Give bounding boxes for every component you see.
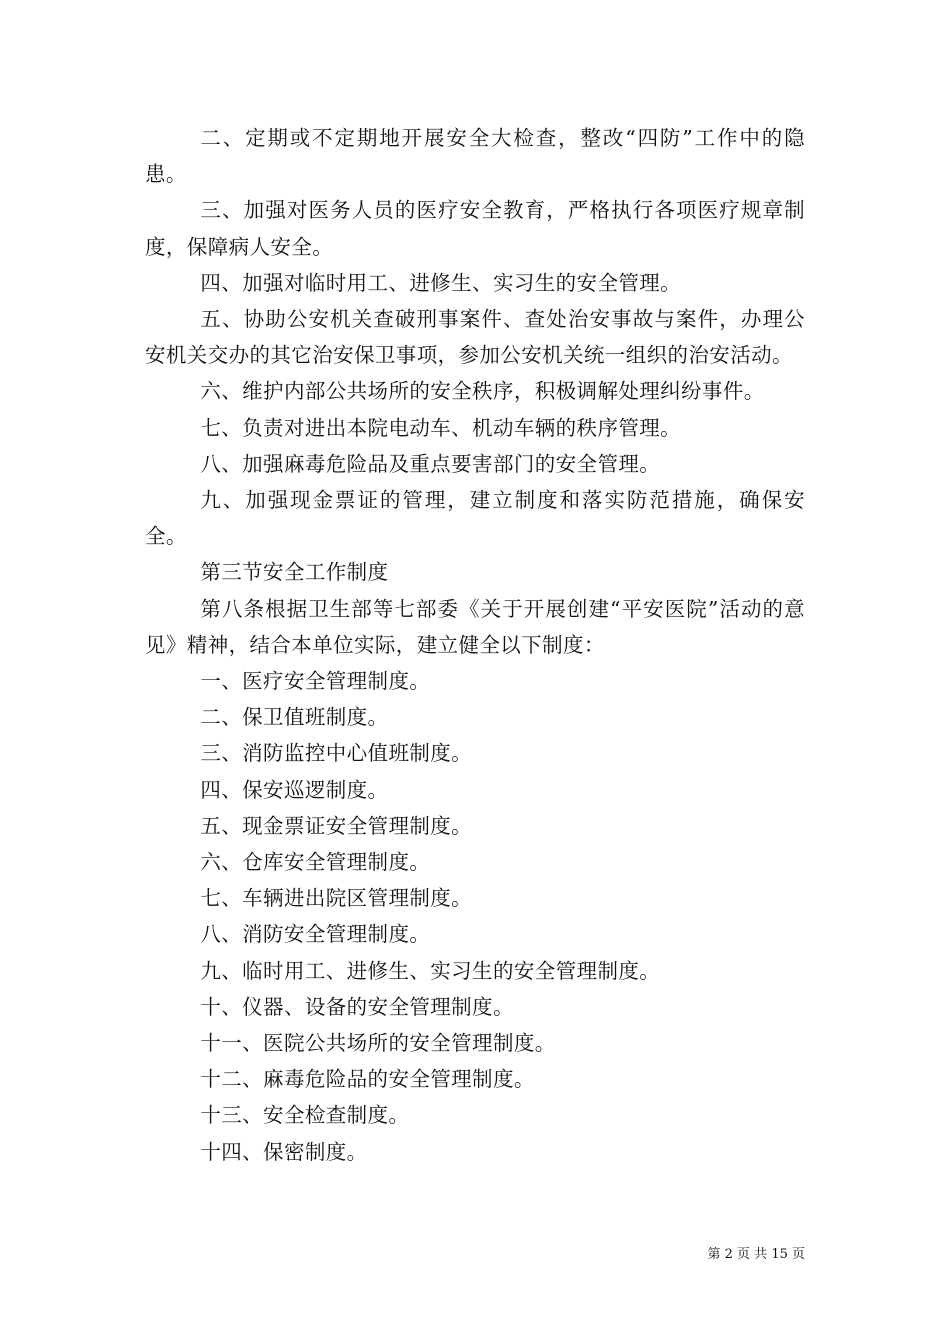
list-item: 二、保卫值班制度。 [200,705,389,730]
list-item: 十三、安全检查制度。 [200,1103,410,1128]
paragraph: 四、加强对临时用工、进修生、实习生的安全管理。 [200,270,682,295]
paragraph: 八、加强麻毒危险品及重点要害部门的安全管理。 [200,451,661,476]
article-paragraph: 第八条根据卫生部等七部委《关于开展创建“平安医院”活动的意见》精神，结合本单位实际，建立健全以下制度： [145,596,805,657]
list-item: 一、医疗安全管理制度。 [200,669,431,694]
list-item: 六、仓库安全管理制度。 [200,850,431,875]
document-body [145,120,805,1170]
paragraph: 六、维护内部公共场所的安全秩序，积极调解处理纠纷事件。 [200,379,765,404]
paragraph: 三、加强对医务人员的医疗安全教育，严格执行各项医疗规章制度，保障病人安全。 [145,198,805,259]
page-number-footer: 第 2 页 共 15 页 [707,1247,805,1262]
list-item: 十二、麻毒危险品的安全管理制度。 [200,1067,535,1092]
list-item: 十四、保密制度。 [200,1139,368,1164]
list-item: 八、消防安全管理制度。 [200,922,431,947]
list-item: 十一、医院公共场所的安全管理制度。 [200,1031,556,1056]
list-item: 十、仪器、设备的安全管理制度。 [200,994,514,1019]
list-item: 九、临时用工、进修生、实习生的安全管理制度。 [200,958,661,983]
paragraph: 五、协助公安机关查破刑事案件、查处治安事故与案件，办理公安机关交办的其它治安保卫事项，参加公安机关统一组织的治安活动。 [145,307,805,368]
paragraph: 九、加强现金票证的管理，建立制度和落实防范措施，确保安全。 [145,488,805,549]
paragraph: 二、定期或不定期地开展安全大检查，整改“四防”工作中的隐患。 [145,126,805,187]
list-item: 四、保安巡逻制度。 [200,777,389,802]
list-item: 三、消防监控中心值班制度。 [200,741,473,766]
paragraph: 七、负责对进出本院电动车、机动车辆的秩序管理。 [200,415,682,440]
list-item: 五、现金票证安全管理制度。 [200,813,473,838]
list-item: 七、车辆进出院区管理制度。 [200,886,473,911]
section-heading: 第三节安全工作制度 [200,560,389,585]
